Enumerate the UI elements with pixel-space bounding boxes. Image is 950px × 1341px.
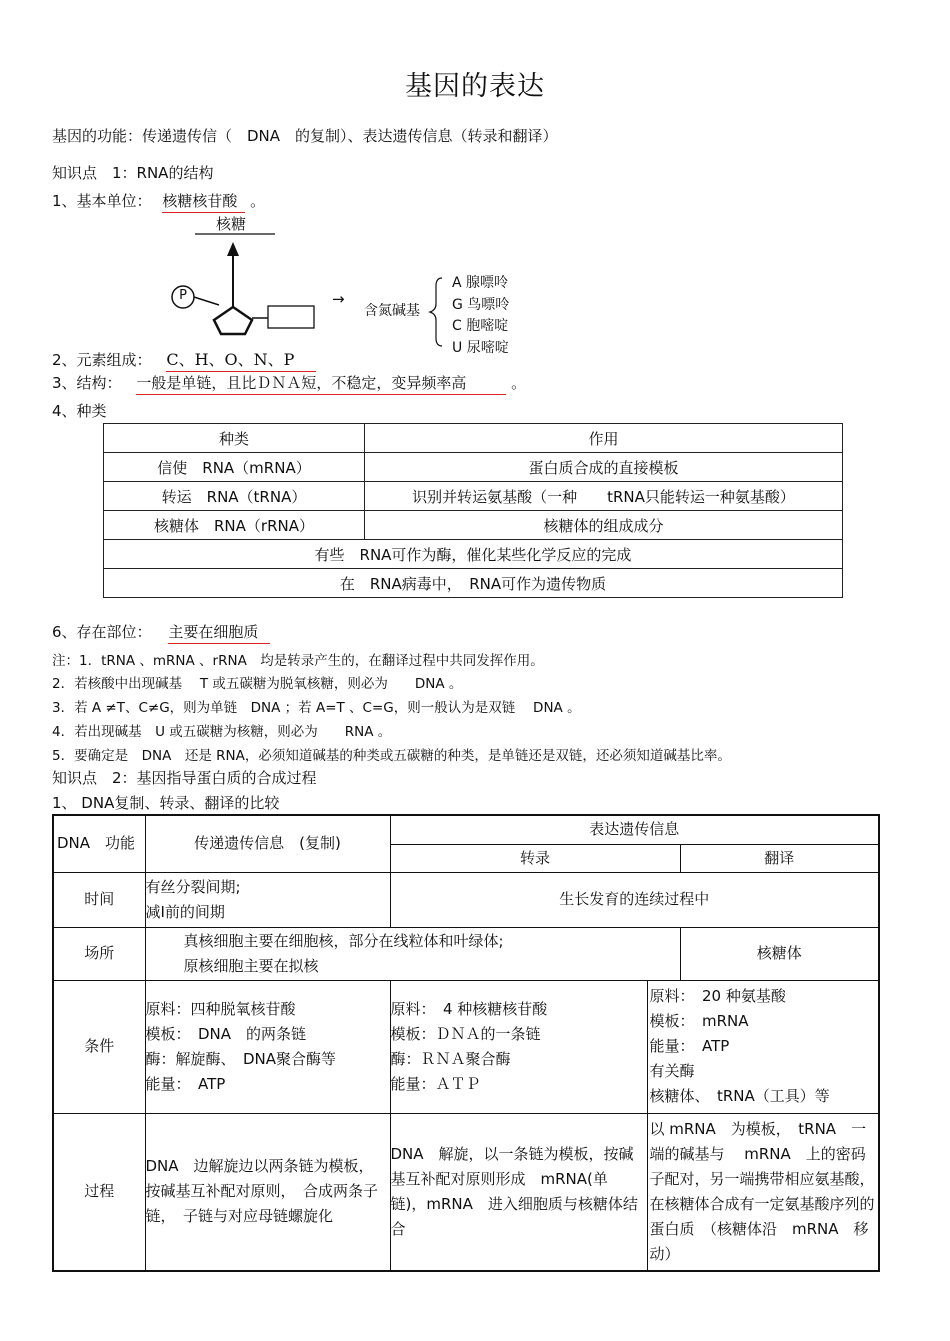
note-item: 2．若核酸中出现碱基 T 或五碳糖为脱氧核糖，则必为 DNA 。 (52, 676, 463, 692)
table-cell: 核糖体的组成成分 (365, 511, 843, 540)
basic-unit-prefix: 1、基本单位： (52, 192, 152, 210)
time-express-cell: 生长发育的连续过程中 (390, 872, 879, 927)
table-row (104, 424, 843, 453)
location-line (52, 621, 270, 642)
cell-line: 有关酶 (649, 1062, 695, 1080)
arrow-glyph: → (332, 290, 345, 308)
phosphate-label: P (179, 288, 187, 303)
gene-function-intro: 基因的功能：传递遗传信（ DNA 的复制）、表达遗传信息（转录和翻译） (52, 127, 558, 145)
kp1-heading: 知识点 1：RNA的结构 (52, 164, 214, 182)
structure-line (52, 372, 526, 393)
base-item: G 鸟嘌呤 (452, 297, 510, 313)
cell-line: 减Ⅰ前的间期 (145, 902, 225, 921)
element-prefix: 2、元素组成： (52, 351, 152, 369)
header-express: 表达遗传信息 (390, 815, 879, 844)
table-cell: 在 RNA病毒中， RNA可作为遗传物质 (104, 569, 843, 598)
cell-line: 能量： ATP (649, 1037, 730, 1055)
location-value: 主要在细胞质 (168, 623, 270, 644)
table-row (53, 815, 879, 844)
table-cell: 有些 RNA可作为酶，催化某些化学反应的完成 (104, 540, 843, 569)
cell-line: 有丝分裂间期; (145, 877, 241, 896)
table-row (53, 980, 879, 1113)
comparison-table (52, 814, 880, 1272)
table-row (53, 872, 879, 927)
table-cell: 转运 RNA（tRNA） (104, 482, 365, 511)
phosphate-bond (194, 297, 219, 305)
base-item: C 胞嘧啶 (452, 318, 509, 334)
cell-line: 真核细胞主要在细胞核，部分在线粒体和叶绿体; (183, 931, 504, 950)
types-heading: 4、种类 (52, 402, 107, 420)
cell-line: 酶：解旋酶、 DNA聚合酶等 (145, 1049, 337, 1068)
place-translate-cell: 核糖体 (680, 927, 879, 980)
cell-line: 原核细胞主要在拟核 (183, 956, 319, 975)
cell-line: 原料： 20 种氨基酸 (649, 987, 786, 1005)
time-copy-cell (145, 872, 390, 927)
table-cell: 识别并转运氨基酸（一种 tRNA只能转运一种氨基酸） (365, 482, 843, 511)
table-cell: 信使 RNA（mRNA） (104, 453, 365, 482)
cond-transcribe-cell (390, 980, 647, 1113)
cell-line: 原料： 4 种核糖核苷酸 (390, 999, 548, 1018)
header-copy: 传递遗传信息 (复制) (145, 815, 390, 872)
table-cell: 核糖体 RNA（rRNA） (104, 511, 365, 540)
nitrogen-base-label: 含氮碱基 (364, 303, 420, 319)
table-row (104, 482, 843, 511)
cond-copy-cell (145, 980, 390, 1113)
row-label-process: 过程 (53, 1113, 145, 1271)
basic-unit-suffix: 。 (250, 192, 266, 210)
table-row (104, 540, 843, 569)
cell-line: 模板： mRNA (649, 1012, 749, 1030)
header-transcribe: 转录 (390, 844, 680, 872)
proc-translate-cell: 以 mRNA 为模板， tRNA 一端的碱基与 mRNA 上的密码子配对，另一端携带相应氨基酸，在核糖体合成有一定氨基酸序列的蛋白质 （核糖体沿 mRNA 移动） (647, 1113, 879, 1271)
ribose-pentagon (214, 307, 252, 334)
base-box (268, 306, 314, 328)
note-item: 4．若出现碱基 U 或五碳糖为核糖，则必为 RNA 。 (52, 724, 392, 740)
header-translate: 翻译 (680, 844, 879, 872)
table-header: 作用 (365, 424, 843, 453)
row-label-time: 时间 (53, 872, 145, 927)
note-item: 3．若 A ≠T、C≠G，则为单链 DNA ；若 A=T 、C=G，则一般认为是双链 DNA 。 (52, 700, 581, 716)
proc-transcribe-cell: DNA 解旋，以一条链为模板，按碱基互补配对原则形成 mRNA(单链)，mRNA 进入细胞质与核糖体结合 (390, 1113, 647, 1271)
cell-line: 原料：四种脱氧核苷酸 (145, 999, 296, 1018)
bases-brace (430, 278, 442, 346)
structure-suffix: 。 (511, 374, 527, 392)
compare-heading: 1、 DNA复制、转录、翻译的比较 (52, 794, 280, 812)
location-prefix: 6、存在部位： (52, 623, 152, 641)
note-item: 注：1．tRNA 、mRNA 、rRNA 均是转录产生的，在翻译过程中共同发挥作用。 (52, 653, 544, 669)
cell-line: 核糖体、 tRNA（工具）等 (649, 1087, 830, 1105)
proc-copy-cell: DNA 边解旋边以两条链为模板，按碱基互补配对原则， 合成两条子链， 子链与对应母链螺旋化 (145, 1113, 390, 1271)
structure-value: 一般是单链，且比ＤＮＡ短，不稳定，变异频率高 (136, 374, 506, 395)
table-row (104, 511, 843, 540)
note-item: 5．要确定是 DNA 还是 RNA，必须知道碱基的种类或五碳糖的种类，是单链还是双链，还必须知道碱基比率。 (52, 748, 731, 764)
sugar-label: 核糖 (216, 215, 247, 233)
cell-line: 酶：ＲＮＡ聚合酶 (390, 1049, 511, 1068)
base-item: U 尿嘧啶 (452, 340, 509, 356)
base-item: A 腺嘌呤 (452, 275, 509, 291)
rna-types-table (103, 423, 843, 598)
element-line (52, 347, 316, 370)
cell-line: 能量：ＡＴＰ (390, 1074, 481, 1093)
table-header: 种类 (104, 424, 365, 453)
cell-line: 模板：ＤＮＡ的一条链 (390, 1024, 541, 1043)
sugar-arrow-head (227, 242, 239, 256)
cell-line: 能量： ATP (145, 1074, 226, 1093)
kp2-heading: 知识点 2：基因指导蛋白质的合成过程 (52, 769, 317, 787)
row-label-place: 场所 (53, 927, 145, 980)
cell-line: 模板： DNA 的两条链 (145, 1024, 307, 1043)
place-copy-cell (145, 927, 680, 980)
table-row (104, 453, 843, 482)
table-row (53, 927, 879, 980)
header-function: DNA 功能 (53, 815, 145, 872)
table-cell: 蛋白质合成的直接模板 (365, 453, 843, 482)
cond-translate-cell (647, 980, 879, 1113)
structure-prefix: 3、结构： (52, 374, 122, 392)
table-row (53, 1113, 879, 1271)
basic-unit-value: 核糖核苷酸 (162, 192, 245, 213)
row-label-condition: 条件 (53, 980, 145, 1113)
element-value: C、H、O、N、P (166, 350, 316, 372)
page-title: 基因的表达 (405, 71, 545, 102)
table-row (104, 569, 843, 598)
